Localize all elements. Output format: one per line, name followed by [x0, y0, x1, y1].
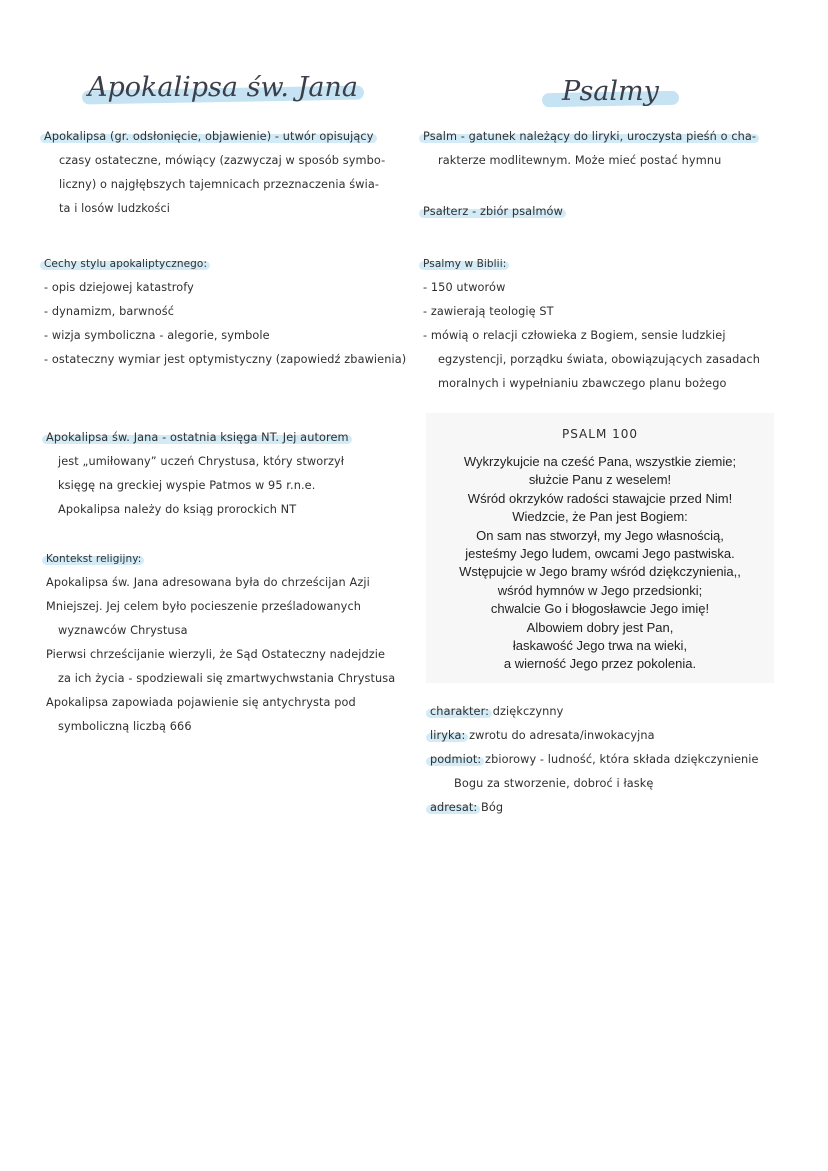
context-line: Apokalipsa zapowiada pojawienie się antychrysta pod	[46, 696, 356, 709]
style-features	[44, 252, 406, 372]
definition-line: ta i losów ludzkości	[59, 202, 171, 215]
context-line: Pierwsi chrześcijanie wierzyli, że Sąd Ostateczny nadejdzie	[46, 648, 386, 661]
definition-line: Apokalipsa (gr. odsłonięcie, objawienie) - utwór opisujący	[44, 125, 385, 149]
subject-row: podmiot: zbiorowy - ludność, która składa dziękczynienie	[430, 748, 759, 772]
bible-item: - mówią o relacji człowieka z Bogiem, sensie ludzkiej	[423, 329, 726, 342]
definition-line: Psalm - gatunek należący do liryki, uroczysta pieśń o cha-	[423, 125, 756, 149]
context-line: Mniejszej. Jej celem było pocieszenie prześladowanych	[46, 600, 362, 613]
about-line: Apokalipsa św. Jana - ostatnia księga NT. Jej autorem	[46, 426, 349, 450]
psalter-line: Psałterz - zbiór psalmów	[423, 200, 563, 224]
about-line: księgę na greckiej wyspie Patmos w 95 r.n.e.	[58, 479, 316, 492]
style-item: - opis dziejowej katastrofy	[44, 281, 194, 294]
psalm-verses	[426, 453, 774, 674]
psalm-100-box	[426, 413, 774, 683]
bible-item: moralnych i wypełnianiu zbawczego planu bożego	[438, 377, 727, 390]
addressee-row: adresat: Bóg	[430, 796, 759, 820]
psalm-verse: służcie Panu z weselem!	[528, 472, 672, 488]
definition-line: rakterze modlitewnym. Może mieć postać hymnu	[438, 154, 722, 167]
psalm-analysis	[430, 700, 759, 820]
psalm-verse: a wierność Jego przez pokolenia.	[503, 656, 697, 672]
style-item: - dynamizm, barwność	[44, 305, 175, 318]
religious-context	[46, 547, 395, 739]
psalm-verse: Wykrzykujcie na cześć Pana, wszystkie ziemie;	[463, 454, 737, 469]
psalm-title: PSALM 100	[561, 427, 639, 441]
left-title: Apokalipsa św. Jana	[88, 72, 358, 103]
apocalypse-about	[46, 426, 349, 522]
psalm-verse: Wiedzcie, że Pan jest Bogiem:	[512, 509, 688, 525]
lyric-row: liryka: zwrotu do adresata/inwokacyjna	[430, 724, 759, 748]
psalm-verse: łaskawość Jego trwa na wieki,	[512, 638, 688, 654]
context-line: symboliczną liczbą 666	[58, 720, 192, 733]
context-line: Apokalipsa św. Jana adresowana była do chrześcijan Azji	[46, 576, 370, 589]
definition-line: liczny) o najgłębszych tajemnicach przeznaczenia świa-	[59, 178, 380, 191]
right-title: Psalmy	[562, 76, 659, 107]
subject-row-cont: Bogu za stworzenie, dobroć i łaskę	[454, 777, 654, 790]
style-heading: Cechy stylu apokaliptycznego:	[44, 252, 406, 276]
bible-item: - 150 utworów	[423, 281, 506, 294]
apocalypse-definition	[44, 125, 385, 221]
psalm-verse: Wstępujcie w Jego bramy wśród dziękczynienia,,	[459, 564, 741, 580]
style-item: - ostateczny wymiar jest optymistyczny (zapowiedź zbawienia)	[44, 353, 407, 366]
psalter	[423, 200, 563, 224]
about-line: jest „umiłowany” uczeń Chrystusa, który stworzył	[58, 455, 345, 468]
psalm-verse: jesteśmy Jego ludem, owcami Jego pastwiska.	[465, 546, 735, 562]
bible-item: egzystencji, porządku świata, obowiązujących zasadach	[438, 353, 760, 366]
psalm-verse: chwalcie Go i błogosławcie Jego imię!	[490, 601, 710, 617]
psalm-verse: wśród hymnów w Jego przedsionki;	[497, 582, 703, 598]
psalm-verse: Wśród okrzyków radości stawajcie przed Nim!	[467, 490, 733, 506]
psalm-verse: Albowiem dobry jest Pan,	[526, 619, 674, 635]
psalms-in-bible	[423, 252, 760, 396]
style-item: - wizja symboliczna - alegorie, symbole	[44, 329, 270, 342]
bible-item: - zawierają teologię ST	[423, 305, 554, 318]
bible-heading: Psalmy w Biblii:	[423, 252, 760, 276]
psalm-definition	[423, 125, 756, 173]
context-heading: Kontekst religijny:	[46, 547, 395, 571]
character-row: charakter: dziękczynny	[430, 700, 759, 724]
definition-line: czasy ostateczne, mówiący (zazwyczaj w sposób symbo-	[59, 154, 386, 167]
context-line: za ich życia - spodziewali się zmartwychwstania Chrystusa	[58, 672, 396, 685]
context-line: wyznawców Chrystusa	[58, 624, 188, 637]
about-line: Apokalipsa należy do ksiąg prorockich NT	[58, 503, 297, 516]
psalm-verse: On sam nas stworzył, my Jego własnością,	[476, 527, 724, 543]
